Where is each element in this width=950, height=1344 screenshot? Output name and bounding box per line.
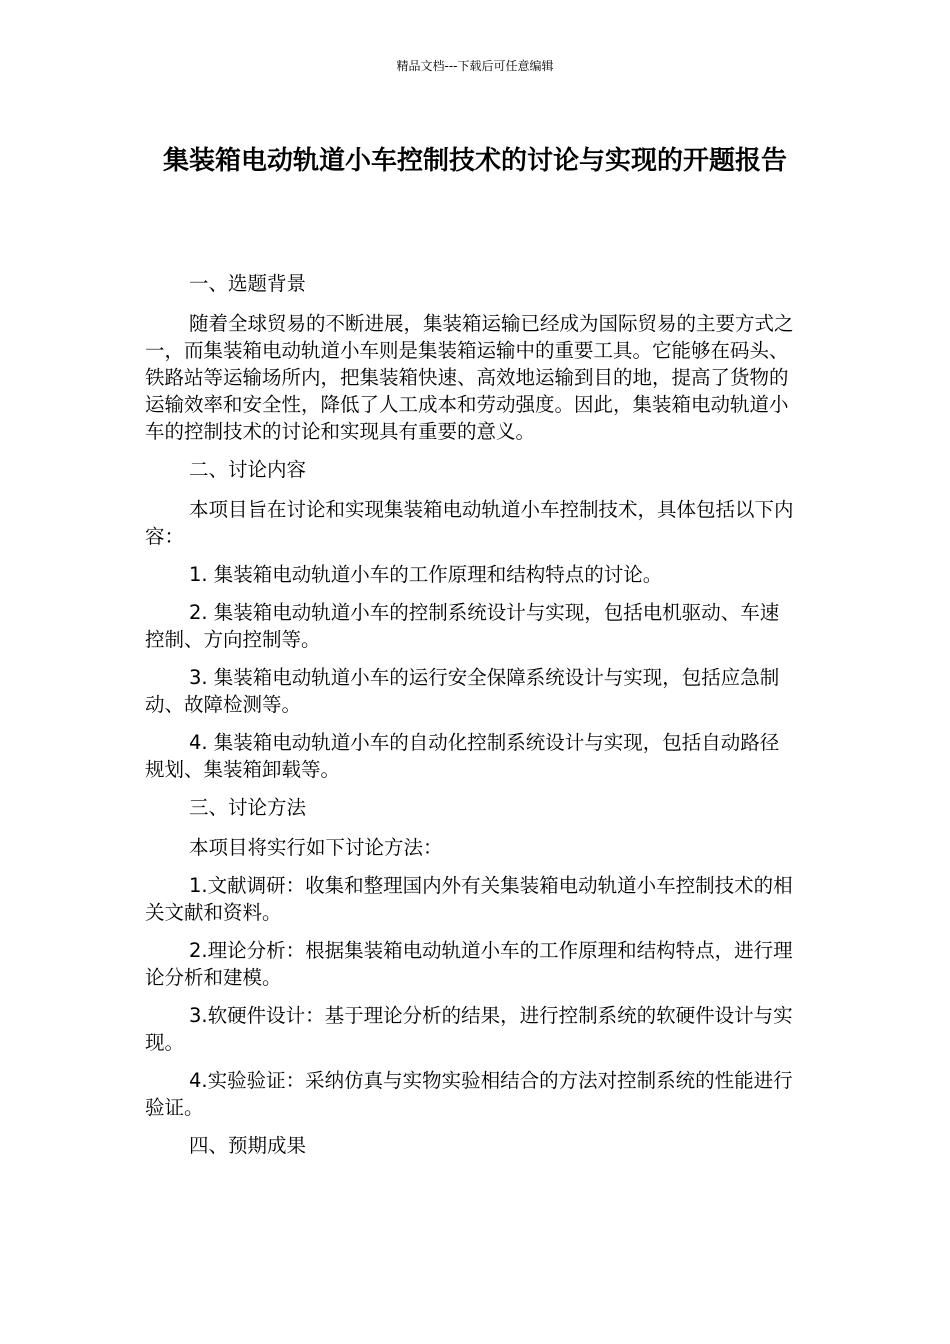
- list-item-methods-1: 1.文献调研：收集和整理国内外有关集装箱电动轨道小车控制技术的相关文献和资料。: [145, 874, 793, 924]
- paragraph-content-intro: 本项目旨在讨论和实现集装箱电动轨道小车控制技术，具体包括以下内容：: [145, 498, 794, 548]
- document-body: [145, 270, 797, 1172]
- page-header-note: 精品文档---下载后可任意编辑: [396, 59, 554, 73]
- section-heading-content: 二、讨论内容: [189, 458, 307, 481]
- section-heading-methods: 三、讨论方法: [189, 796, 307, 819]
- paragraph-background: 随着全球贸易的不断进展，集装箱运输已经成为国际贸易的主要方式之一，而集装箱电动轨道小车则是集装箱运输中的重要工具。它能够在码头、铁路站等运输场所内，把集装箱快速、高效地运输到目的地，提高了货物的运输效率和安全性，降低了人工成本和劳动强度。因此，集装箱电动轨道小车的控制技术的讨论和实现具有重要的意义。: [145, 312, 794, 443]
- section-heading-background: 一、选题背景: [189, 272, 307, 295]
- document-title: 集装箱电动轨道小车控制技术的讨论与实现的开题报告: [162, 146, 787, 176]
- list-item-methods-2: 2.理论分析：根据集装箱电动轨道小车的工作原理和结构特点，进行理论分析和建模。: [145, 939, 793, 989]
- list-item-content-4: 4. 集装箱电动轨道小车的自动化控制系统设计与实现，包括自动路径规划、集装箱卸载等。: [145, 731, 780, 781]
- list-item-methods-3: 3.软硬件设计：基于理论分析的结果，进行控制系统的软硬件设计与实现。: [145, 1004, 793, 1054]
- list-item-content-1: 1. 集装箱电动轨道小车的工作原理和结构特点的讨论。: [189, 563, 663, 586]
- section-heading-outcomes: 四、预期成果: [189, 1134, 307, 1157]
- paragraph-methods-intro: 本项目将实行如下讨论方法：: [189, 836, 443, 859]
- list-item-methods-4: 4.实验验证：采纳仿真与实物实验相结合的方法对控制系统的性能进行验证。: [145, 1069, 793, 1119]
- list-item-content-3: 3. 集装箱电动轨道小车的运行安全保障系统设计与实现，包括应急制动、故障检测等。: [145, 666, 780, 716]
- list-item-content-2: 2. 集装箱电动轨道小车的控制系统设计与实现，包括电机驱动、车速控制、方向控制等。: [145, 601, 780, 651]
